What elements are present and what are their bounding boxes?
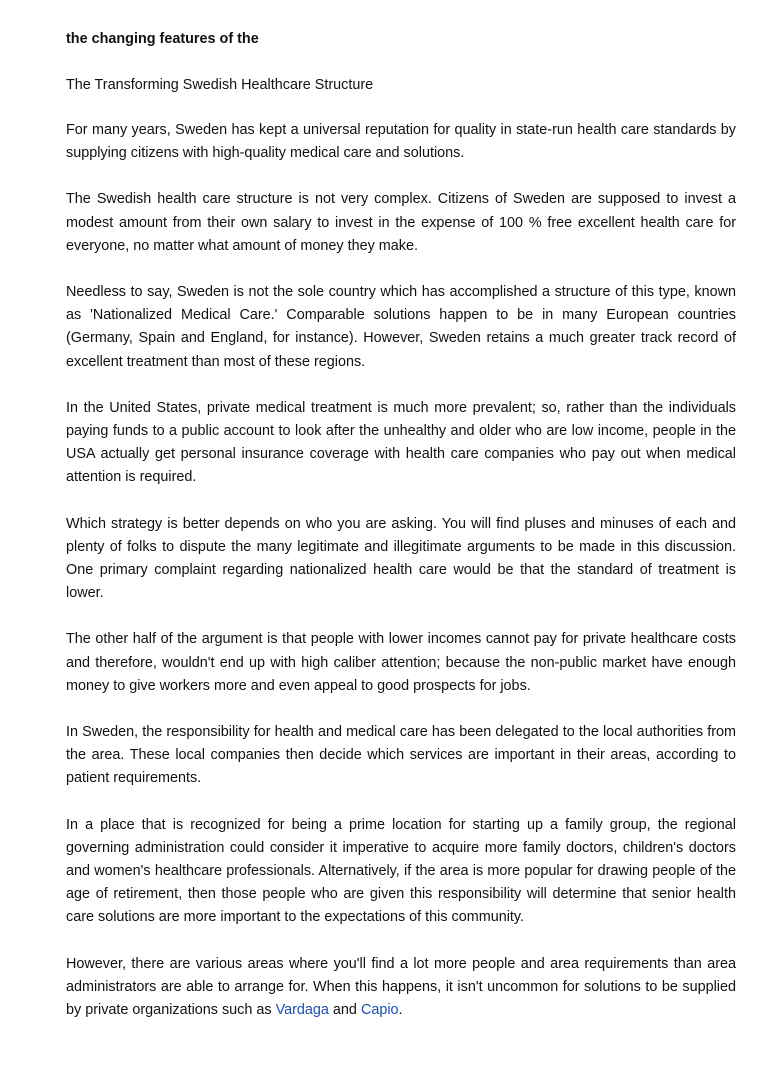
paragraph-2: The Swedish health care structure is not very complex. Citizens of Sweden are supposed to invest a modest amount from their own salary to invest in the expense of 100 % free excellent health care for everyone, no matter what amount of money they make. — [66, 191, 736, 254]
paragraph-6: The other half of the argument is that people with lower incomes cannot pay for private healthcare costs and therefore, wouldn't end up with high caliber attention; because the non-public market have enough money to give workers more and even appeal to good prospects for jobs. — [66, 631, 736, 694]
document-page — [66, 28, 736, 1022]
vardaga-link[interactable]: Vardaga — [275, 1002, 329, 1019]
paragraph-4: In the United States, private medical treatment is much more prevalent; so, rather than the individuals paying funds to a public account to look after the unhealthy and older who are low income, people in the USA actually get personal insurance coverage with health care companies who pay out when medical attention is required. — [66, 399, 736, 486]
capio-link[interactable]: Capio — [360, 1002, 399, 1019]
paragraph-5: Which strategy is better depends on who you are asking. You will find pluses and minuses of each and plenty of folks to dispute the many legitimate and illegitimate arguments to be made in this discussion. One primary complaint regarding nationalized health care would be that the standard of treatment is lower. — [66, 515, 736, 602]
paragraph-3: Needless to say, Sweden is not the sole country which has accomplished a structure of this type, known as 'Nationalized Medical Care.' Comparable solutions happen to be in many European countries (Germany, Spain and England, for instance). However, Sweden retains a much greater track record of excellent treatment than most of these regions. — [66, 284, 736, 370]
document-title: the changing features of the — [66, 31, 259, 47]
paragraph-9-text-start: However, there are various areas where you'll find a lot more people and area requirements than area administrators are able to arrange for. When this happens, it isn't uncommon for solutions to be supplied by private organizations such as — [66, 955, 736, 1019]
paragraph-7: In Sweden, the responsibility for health and medical care has been delegated to the local authorities from the area. These local companies then decide which services are important in their areas, according to patient requirements. — [66, 724, 736, 787]
paragraph-9-text-between: and — [328, 1002, 361, 1019]
paragraph-9 — [66, 953, 736, 1023]
paragraph-1: For many years, Sweden has kept a universal reputation for quality in state-run health care standards by supplying citizens with high-quality medical care and solutions. — [66, 122, 736, 162]
paragraph-8: In a place that is recognized for being a prime location for starting up a family group, the regional governing administration could consider it imperative to acquire more family doctors, children's doctors and women's healthcare professionals. Alternatively, if the area is more popular for drawing people of the age of retirement, then those people who are given this responsibility will determine that senior health care solutions are more important to the expectations of this community. — [66, 816, 736, 926]
paragraph-9-text-end: . — [398, 1002, 403, 1019]
document-subtitle: The Transforming Swedish Healthcare Structure — [66, 77, 374, 93]
